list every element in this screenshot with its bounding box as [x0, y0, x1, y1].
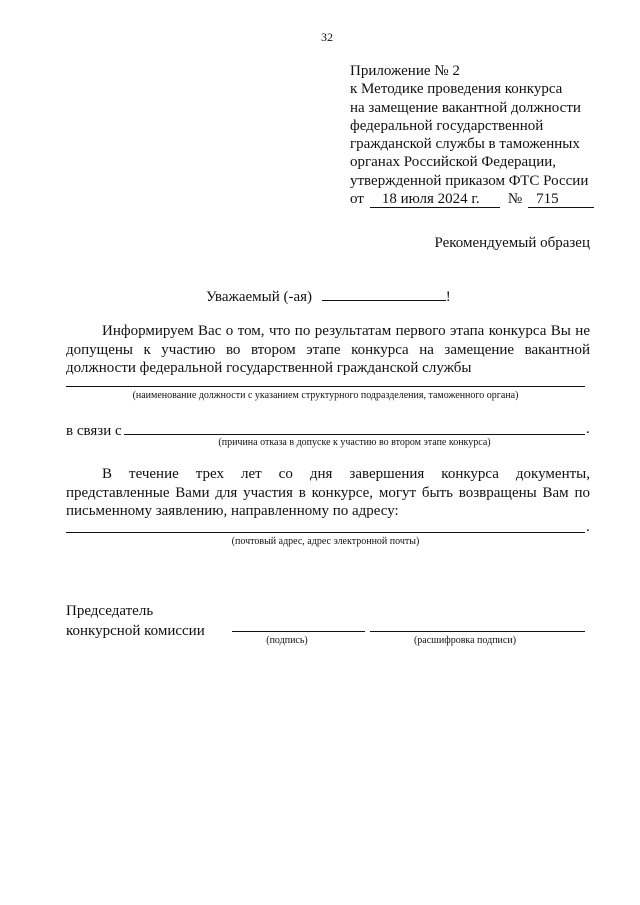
chairman-title	[66, 601, 205, 641]
recipient-name-field[interactable]	[322, 286, 446, 301]
signature-decode-field[interactable]	[370, 631, 585, 632]
period-mark: .	[586, 421, 590, 437]
greeting-text: Уважаемый (-ая)	[206, 289, 313, 305]
appendix-line: на замещение вакантной должности	[350, 99, 581, 116]
order-number: 715	[528, 192, 594, 208]
address-field[interactable]	[66, 532, 585, 533]
period-mark: .	[586, 519, 590, 535]
caption-reason: (причина отказа в допуске к участию во втором этапе конкурса)	[218, 437, 491, 448]
order-date: 18 июля 2024 г.	[370, 192, 500, 208]
chairman-line: конкурсной комиссии	[66, 623, 205, 639]
paragraph-documents: В течение трех лет со дня завершения конкурса документы, представленные Вами для участия в конкурсе, могут быть возвращены Вам по письменному заявлению, направленному по адресу:	[66, 466, 590, 520]
paragraph-notification: Информируем Вас о том, что по результатам первого этапа конкурса Вы не допущены к участию во втором этапе конкурса на замещение вакантной должности федеральной государственной гражданской службы	[66, 323, 590, 377]
from-label: от	[350, 191, 364, 208]
caption-decode: (расшифровка подписи)	[413, 635, 517, 646]
order-details	[350, 190, 594, 208]
greeting-end: !	[445, 289, 451, 305]
page-number: 32	[321, 30, 333, 44]
reason-prefix: в связи с	[66, 423, 122, 439]
appendix-line: к Методике проведения конкурса	[350, 81, 563, 98]
appendix-line: Приложение № 2	[350, 63, 460, 79]
appendix-line: утвержденной приказом ФТС России	[350, 172, 589, 189]
sample-label: Рекомендуемый образец	[434, 235, 590, 251]
caption-signature: (подпись)	[266, 635, 308, 646]
signature-field[interactable]	[232, 631, 365, 632]
appendix-line: федеральной государственной	[350, 117, 544, 134]
appendix-line: гражданской службы в таможенных	[350, 136, 580, 153]
caption-address: (почтовый адрес, адрес электронной почты)	[231, 536, 420, 547]
position-field[interactable]	[66, 386, 585, 387]
number-label: №	[507, 191, 523, 208]
caption-position: (наименование должности с указанием структурного подразделения, таможенного органа)	[132, 390, 519, 401]
greeting	[206, 286, 451, 306]
appendix-block	[350, 62, 594, 208]
chairman-line: Председатель	[66, 603, 154, 619]
appendix-line: органах Российской Федерации,	[350, 154, 557, 171]
reason-field[interactable]	[124, 434, 585, 435]
